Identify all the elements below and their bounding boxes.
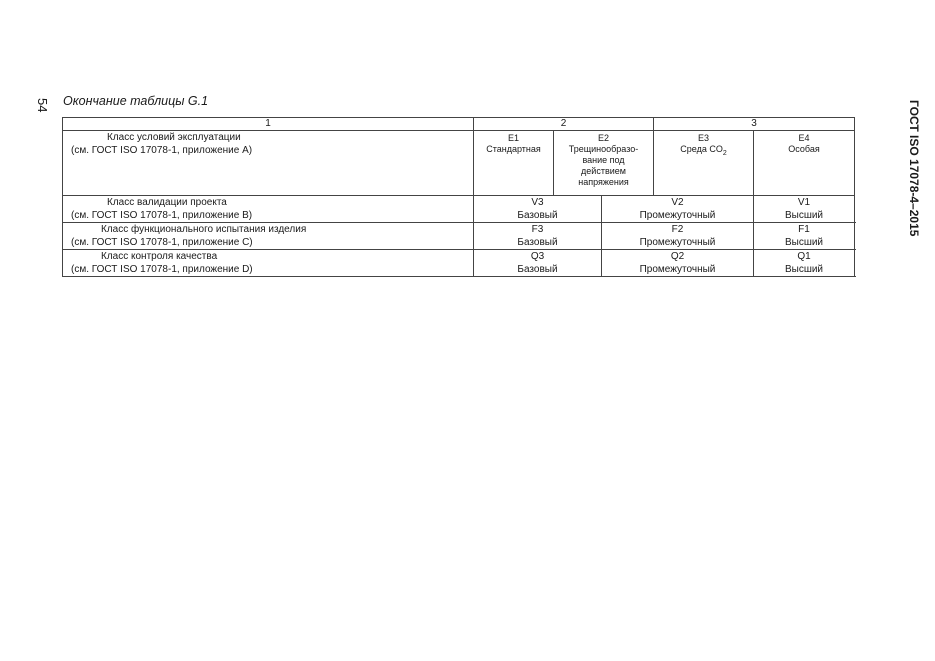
class-code: V1 <box>797 197 811 208</box>
class-name: Высший <box>784 237 824 248</box>
column-header-2: 2 <box>474 118 654 131</box>
cell-intermediate <box>602 196 754 223</box>
class-code: F1 <box>798 224 810 235</box>
classification-table <box>62 117 855 277</box>
cell-basic <box>474 250 602 277</box>
class-code: E4 <box>798 133 810 143</box>
class-code: E1 <box>507 133 519 143</box>
class-code: Q3 <box>530 251 545 262</box>
class-name: Промежуточный <box>639 237 716 248</box>
class-name: напряжения <box>578 177 629 187</box>
class-name: Промежуточный <box>639 210 716 221</box>
row-label-reference: (см. ГОСТ ISO 17078-1, приложение B) <box>71 210 253 221</box>
row-label <box>63 131 474 196</box>
class-code: E3 <box>697 133 709 143</box>
column-header-1: 1 <box>63 118 474 131</box>
class-code: E2 <box>597 133 609 143</box>
class-name: вание под <box>582 155 625 165</box>
row-label <box>63 196 474 223</box>
class-name: Среда $CO_2$ <box>680 144 727 157</box>
class-name: Трещинообразо- <box>568 144 639 154</box>
class-name: Базовый <box>517 237 558 248</box>
cell-e3 <box>654 131 754 196</box>
row-label-title: Класс контроля качества <box>101 251 218 262</box>
cell-e4 <box>754 131 855 196</box>
row-label-title: Класс условий эксплуатации <box>107 132 241 143</box>
header-row <box>63 118 855 131</box>
class-name: Промежуточный <box>639 264 716 275</box>
table-row-functional-testing <box>63 223 855 250</box>
page-number: 54 <box>35 98 50 113</box>
cell-basic <box>474 223 602 250</box>
cell-highest <box>754 196 855 223</box>
table-caption: Окончание таблицы G.1 <box>63 94 209 108</box>
row-label-reference: (см. ГОСТ ISO 17078-1, приложение D) <box>71 264 253 275</box>
row-label <box>63 223 474 250</box>
cell-basic <box>474 196 602 223</box>
cell-highest <box>754 250 855 277</box>
class-name: Особая <box>788 144 820 154</box>
class-name: Базовый <box>517 210 558 221</box>
class-code: V2 <box>671 197 684 208</box>
row-label <box>63 250 474 277</box>
class-code: F3 <box>531 224 544 235</box>
cell-intermediate <box>602 250 754 277</box>
class-code: Q1 <box>797 251 811 262</box>
class-name: действием <box>581 166 626 176</box>
column-header-3: 3 <box>654 118 855 131</box>
table-row-environment <box>63 131 855 196</box>
class-code: F2 <box>671 224 684 235</box>
cell-e1 <box>474 131 554 196</box>
row-label-reference: (см. ГОСТ ISO 17078-1, приложение A) <box>71 145 253 156</box>
table-row-quality-control <box>63 250 855 277</box>
class-code: Q2 <box>670 251 685 262</box>
cell-intermediate <box>602 223 754 250</box>
standard-code: ГОСТ ISO 17078-4–2015 <box>907 100 921 237</box>
class-name: Высший <box>784 264 824 275</box>
cell-highest <box>754 223 855 250</box>
class-code: V3 <box>531 197 544 208</box>
row-label-title: Класс функционального испытания изделия <box>101 224 307 235</box>
subscript: 2 <box>722 149 727 157</box>
row-label-reference: (см. ГОСТ ISO 17078-1, приложение C) <box>71 237 253 248</box>
cell-e2 <box>554 131 654 196</box>
class-name: Высший <box>784 210 824 221</box>
class-name: Базовый <box>517 264 558 275</box>
table-row-design-validation <box>63 196 855 223</box>
row-label-title: Класс валидации проекта <box>107 197 227 208</box>
class-name: Стандартная <box>486 144 541 154</box>
